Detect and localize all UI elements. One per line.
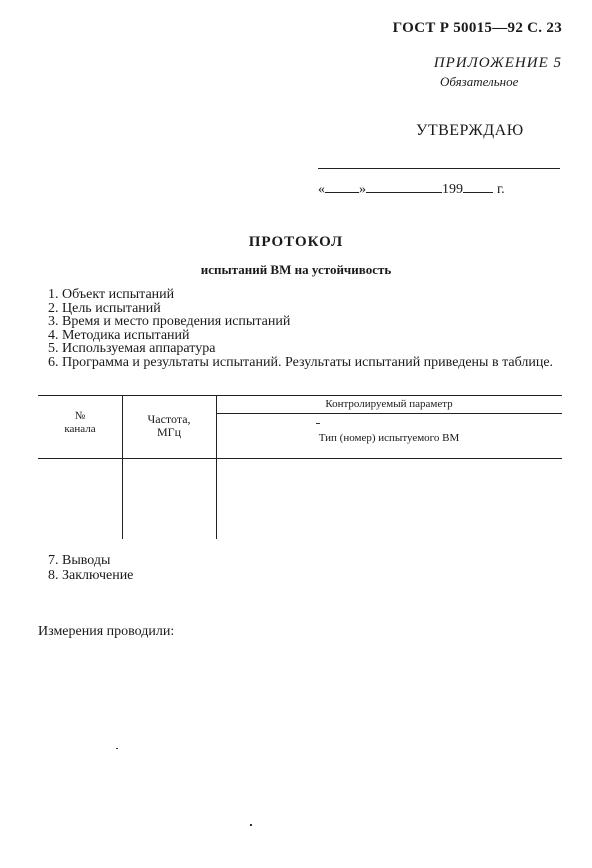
conclusion-item: 8. Заключение xyxy=(48,568,134,583)
col-header-vm-type: Тип (номер) испытуемого ВМ xyxy=(318,432,460,444)
year-prefix: 199 xyxy=(442,182,463,197)
col-header-frequency: Частота, МГц xyxy=(147,412,191,439)
col-header-channel: № канала xyxy=(64,410,96,435)
scan-speck xyxy=(250,824,252,826)
protocol-subtitle: испытаний ВМ на устойчивость xyxy=(200,262,392,277)
col-header-parameter: Контролируемый параметр xyxy=(325,398,453,410)
list-item: 4. Методика испытаний xyxy=(48,327,190,343)
list-item: 2. Цель испытаний xyxy=(48,300,161,316)
open-quote: « xyxy=(318,182,325,197)
conclusion-item: 7. Выводы xyxy=(48,553,111,568)
appendix-title: ПРИЛОЖЕНИЕ 5 xyxy=(433,55,562,71)
list-item: 1. Объект испытаний xyxy=(48,287,175,302)
table-top-border xyxy=(38,395,562,396)
table-col-divider xyxy=(216,395,217,539)
signature-line xyxy=(318,168,560,169)
protocol-items-list xyxy=(48,287,562,370)
list-item: 5. Используемая аппаратура xyxy=(48,341,216,356)
protocol-title: ПРОТОКОЛ xyxy=(248,234,344,250)
scan-speck xyxy=(116,748,118,749)
approval-label: УТВЕРЖДАЮ xyxy=(416,122,524,139)
measured-by-label: Измерения проводили: xyxy=(38,624,175,639)
approval-date-line xyxy=(318,182,505,198)
list-item: 3. Время и место проведения испытаний xyxy=(48,314,291,329)
appendix-status: Обязательное xyxy=(440,74,519,89)
year-suffix: г. xyxy=(497,182,505,197)
page-header: ГОСТ Р 50015—92 С. 23 xyxy=(392,20,562,36)
close-quote: » xyxy=(359,182,366,197)
year-blank xyxy=(463,192,493,193)
table-subheader-divider xyxy=(216,413,562,414)
list-item: 6. Программа и результаты испытаний. Результаты испытаний приведены в таблице. xyxy=(48,354,554,370)
dash-mark xyxy=(316,423,320,424)
day-blank xyxy=(325,192,359,193)
month-blank xyxy=(366,192,442,193)
table-header-divider xyxy=(38,458,562,459)
